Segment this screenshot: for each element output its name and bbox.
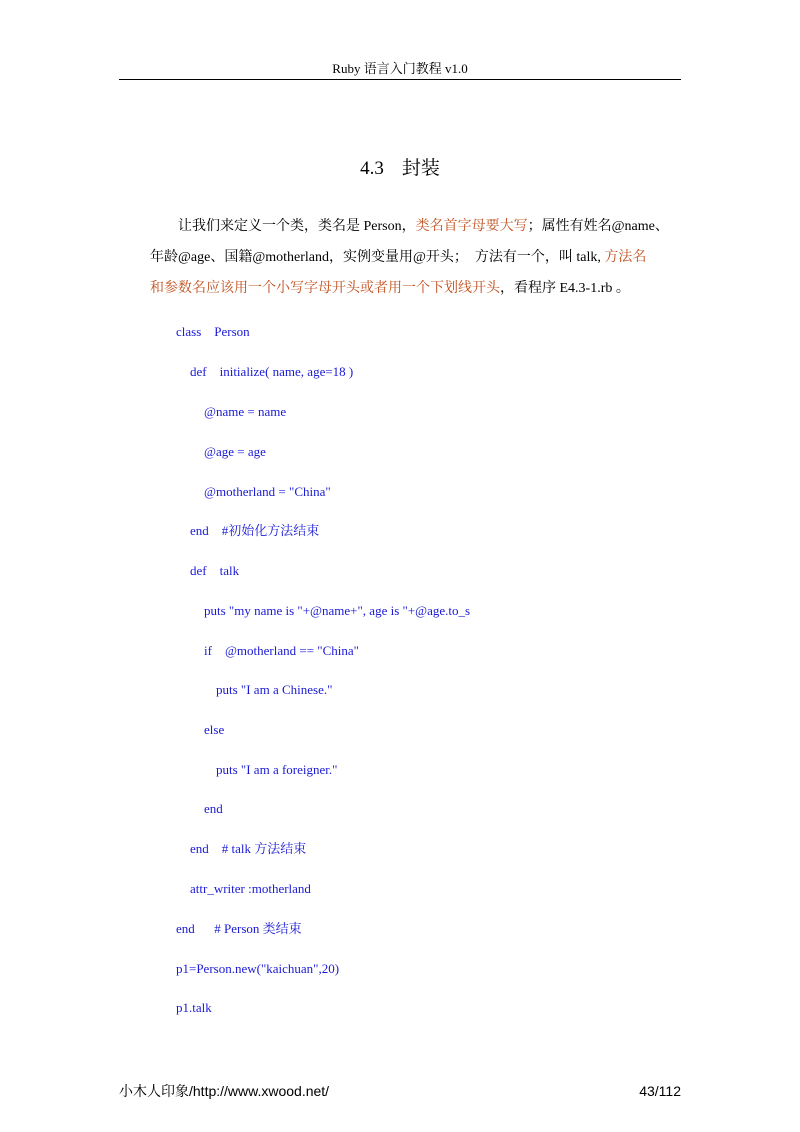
section-number: 4.3: [360, 158, 384, 179]
code-line: end: [204, 801, 223, 816]
code-line: @age = age: [204, 444, 266, 459]
paragraph-line-1: [150, 211, 670, 242]
paragraph-line-2: [150, 242, 670, 273]
paragraph-text: 年龄@age、国籍@motherland，实例变量用@开头； 方法有一个，叫 talk,: [150, 250, 605, 265]
intro-paragraph: [150, 211, 670, 304]
code-line: p1.talk: [176, 1000, 212, 1015]
code-line: else: [204, 722, 225, 737]
highlighted-text: 方法名: [604, 250, 647, 265]
code-line: puts "my name is "+@name+", age is "+@age.to_s: [204, 603, 471, 618]
code-line: end # Person 类结束: [176, 921, 302, 936]
paragraph-text: ；属性有姓名@name、: [527, 219, 669, 234]
running-header: Ruby 语言入门教程 v1.0: [332, 61, 468, 76]
code-line: attr_writer :motherland: [190, 881, 311, 896]
paragraph-line-3: [150, 273, 670, 304]
code-line: end #初始化方法结束: [190, 523, 320, 538]
code-line: end # talk 方法结束: [190, 841, 307, 856]
header-rule: [119, 79, 681, 80]
section-name: 封装: [401, 158, 440, 179]
page-number: 43/112: [639, 1083, 681, 1099]
code-line: class Person: [176, 324, 250, 339]
code-line: if @motherland == "China": [204, 643, 359, 658]
code-line: @motherland = "China": [204, 484, 331, 499]
code-line: @name = name: [204, 404, 287, 419]
code-line: puts "I am a Chinese.": [216, 682, 333, 697]
page-footer: [119, 1081, 681, 1101]
highlighted-text: 和参数名应该用一个小写字母开头或者用一个下划线开头: [150, 281, 500, 296]
paragraph-text: 让我们来定义一个类，类名是 Person，: [178, 219, 416, 234]
code-line: puts "I am a foreigner.": [216, 762, 338, 777]
footer-site: 小木人印象/http://www.xwood.net/: [119, 1083, 330, 1099]
code-line: def talk: [190, 563, 240, 578]
paragraph-text: ，看程序 E4.3-1.rb 。: [500, 281, 630, 296]
highlighted-text: 类名首字母要大写: [415, 219, 528, 234]
section-title: [0, 156, 800, 182]
code-line: p1=Person.new("kaichuan",20): [176, 961, 340, 976]
code-line: def initialize( name, age=18 ): [190, 364, 354, 379]
